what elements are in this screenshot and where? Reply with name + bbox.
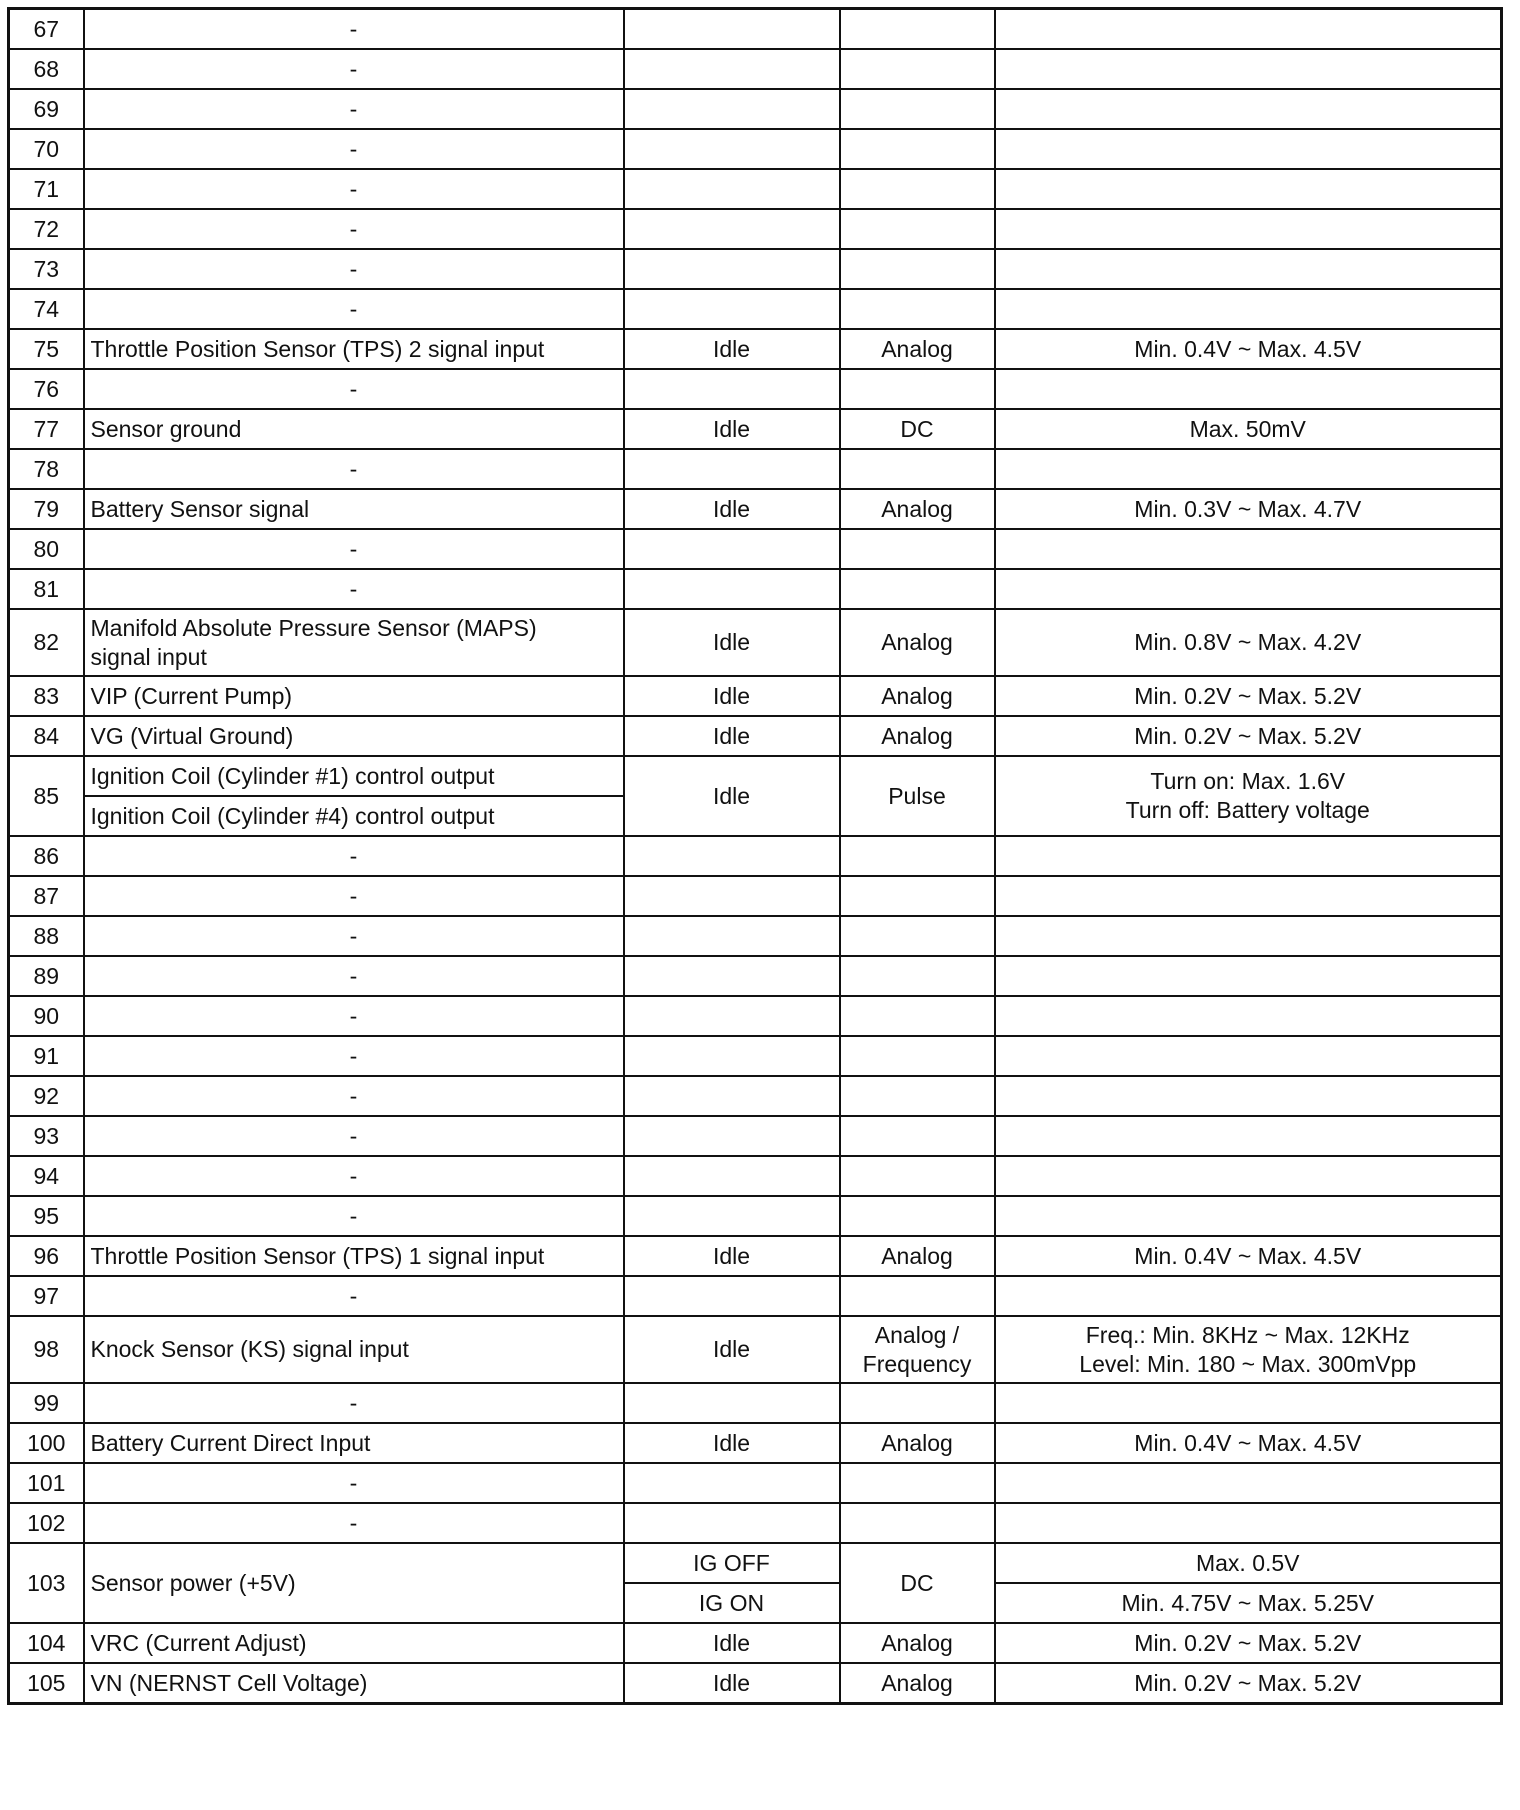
- table-row: [9, 609, 1502, 676]
- pin-signal-type: [840, 169, 995, 209]
- pin-signal-type: Analog: [840, 676, 995, 716]
- pin-description-line: Manifold Absolute Pressure Sensor (MAPS): [90, 614, 537, 641]
- pin-signal-type: [840, 1276, 995, 1316]
- pin-spec: Max. 50mV: [995, 409, 1502, 449]
- pin-condition: IG ON: [624, 1583, 840, 1623]
- pin-spec: [995, 1196, 1502, 1236]
- pin-condition: [624, 1503, 840, 1543]
- pin-spec: [995, 1116, 1502, 1156]
- pin-number: 81: [9, 569, 84, 609]
- pin-description: Throttle Position Sensor (TPS) 2 signal input: [84, 329, 624, 369]
- table-row: [9, 1463, 1502, 1503]
- table-row: [9, 1623, 1502, 1663]
- pin-spec: [995, 756, 1502, 836]
- pin-signal-type: Analog: [840, 1623, 995, 1663]
- pin-condition: [624, 1156, 840, 1196]
- pin-spec: [995, 1276, 1502, 1316]
- pin-signal-type-line: Analog /: [874, 1321, 960, 1348]
- pin-description: -: [84, 129, 624, 169]
- pin-description: -: [84, 1196, 624, 1236]
- pin-condition: [624, 1116, 840, 1156]
- table-row: [9, 1383, 1502, 1423]
- pin-condition: Idle: [624, 409, 840, 449]
- pin-condition: [624, 89, 840, 129]
- pin-description: -: [84, 1383, 624, 1423]
- pin-description: -: [84, 529, 624, 569]
- pin-condition: [624, 569, 840, 609]
- pin-spec-line: Freq.: Min. 8KHz ~ Max. 12KHz: [1085, 1321, 1410, 1348]
- pin-number: 98: [9, 1316, 84, 1383]
- pin-description: [84, 609, 624, 676]
- pin-spec: [995, 169, 1502, 209]
- pin-number: 67: [9, 9, 84, 50]
- pin-signal-type: [840, 1076, 995, 1116]
- pin-description: -: [84, 1156, 624, 1196]
- pin-spec: [995, 1156, 1502, 1196]
- pin-table-body: [9, 9, 1502, 1704]
- table-row: [9, 529, 1502, 569]
- pin-description: -: [84, 1276, 624, 1316]
- pin-signal-type: [840, 9, 995, 50]
- pin-signal-type: [840, 209, 995, 249]
- pin-signal-type: Analog: [840, 1663, 995, 1704]
- pin-signal-type: [840, 1156, 995, 1196]
- pin-condition: [624, 529, 840, 569]
- table-row: [9, 1116, 1502, 1156]
- pin-spec: [995, 369, 1502, 409]
- pin-signal-type: [840, 249, 995, 289]
- pin-signal-type: [840, 1383, 995, 1423]
- pin-spec: Max. 0.5V: [995, 1543, 1502, 1583]
- pin-signal-type: [840, 1503, 995, 1543]
- pin-signal-type: [840, 916, 995, 956]
- table-row: [9, 716, 1502, 756]
- pin-number: 75: [9, 329, 84, 369]
- table-row: [9, 129, 1502, 169]
- pin-spec: [995, 89, 1502, 129]
- pin-description: -: [84, 289, 624, 329]
- pin-signal-type: Analog: [840, 329, 995, 369]
- pin-spec: [995, 289, 1502, 329]
- pin-description: Sensor ground: [84, 409, 624, 449]
- pin-condition: [624, 1076, 840, 1116]
- pin-condition: IG OFF: [624, 1543, 840, 1583]
- pin-signal-type: Pulse: [840, 756, 995, 836]
- pin-description: Ignition Coil (Cylinder #1) control output: [84, 756, 624, 796]
- pin-spec: [995, 1463, 1502, 1503]
- pin-condition: Idle: [624, 609, 840, 676]
- table-row: [9, 289, 1502, 329]
- pin-spec: Min. 0.2V ~ Max. 5.2V: [995, 1623, 1502, 1663]
- pin-description-line: signal input: [90, 643, 207, 670]
- table-row: [9, 876, 1502, 916]
- pin-spec: Min. 0.4V ~ Max. 4.5V: [995, 1236, 1502, 1276]
- table-row: [9, 956, 1502, 996]
- pin-condition: [624, 9, 840, 50]
- pin-number: 100: [9, 1423, 84, 1463]
- pin-spec: [995, 1503, 1502, 1543]
- table-row: [9, 409, 1502, 449]
- pin-description: Battery Sensor signal: [84, 489, 624, 529]
- pin-spec: [995, 1076, 1502, 1116]
- table-row: [9, 49, 1502, 89]
- pin-number: 85: [9, 756, 84, 836]
- table-row: [9, 89, 1502, 129]
- pin-spec: [995, 449, 1502, 489]
- table-row: [9, 1276, 1502, 1316]
- pin-signal-type: [840, 89, 995, 129]
- pin-condition: [624, 249, 840, 289]
- pin-condition: [624, 369, 840, 409]
- pin-signal-type: [840, 996, 995, 1036]
- pin-signal-type: [840, 449, 995, 489]
- pin-number: 69: [9, 89, 84, 129]
- pin-spec: [995, 9, 1502, 50]
- pin-condition: Idle: [624, 1663, 840, 1704]
- table-row: [9, 9, 1502, 50]
- table-row: [9, 1543, 1502, 1583]
- pin-spec: Min. 4.75V ~ Max. 5.25V: [995, 1583, 1502, 1623]
- pin-table: [7, 7, 1503, 1705]
- pin-description: Knock Sensor (KS) signal input: [84, 1316, 624, 1383]
- pin-condition: [624, 956, 840, 996]
- pin-description: Sensor power (+5V): [84, 1543, 624, 1623]
- table-row: [9, 329, 1502, 369]
- pin-condition: [624, 1463, 840, 1503]
- pin-signal-type: [840, 1463, 995, 1503]
- pin-spec: [995, 1316, 1502, 1383]
- pin-spec: [995, 956, 1502, 996]
- table-row: [9, 369, 1502, 409]
- pin-description: Battery Current Direct Input: [84, 1423, 624, 1463]
- table-row: [9, 676, 1502, 716]
- pin-signal-type: [840, 529, 995, 569]
- pin-condition: [624, 209, 840, 249]
- pin-description: -: [84, 169, 624, 209]
- pin-signal-type: [840, 1316, 995, 1383]
- table-row: [9, 169, 1502, 209]
- pin-description: -: [84, 836, 624, 876]
- pin-spec: Min. 0.4V ~ Max. 4.5V: [995, 1423, 1502, 1463]
- pin-spec-line: Level: Min. 180 ~ Max. 300mVpp: [1079, 1350, 1417, 1377]
- table-row: [9, 209, 1502, 249]
- pin-description: -: [84, 1076, 624, 1116]
- table-row: [9, 1236, 1502, 1276]
- pin-description: -: [84, 449, 624, 489]
- pin-description: -: [84, 876, 624, 916]
- pin-spec: Min. 0.2V ~ Max. 5.2V: [995, 1663, 1502, 1704]
- pin-description: Throttle Position Sensor (TPS) 1 signal input: [84, 1236, 624, 1276]
- pin-spec-line: Turn on: Max. 1.6V: [1150, 768, 1346, 794]
- pin-number: 83: [9, 676, 84, 716]
- pin-number: 74: [9, 289, 84, 329]
- pin-signal-type: [840, 369, 995, 409]
- pin-condition: Idle: [624, 1423, 840, 1463]
- pin-number: 79: [9, 489, 84, 529]
- pin-spec: [995, 996, 1502, 1036]
- pin-signal-type: Analog: [840, 1423, 995, 1463]
- pin-condition: [624, 1196, 840, 1236]
- pin-number: 90: [9, 996, 84, 1036]
- table-row: [9, 836, 1502, 876]
- pin-condition: [624, 1383, 840, 1423]
- pin-number: 93: [9, 1116, 84, 1156]
- pin-description: -: [84, 1503, 624, 1543]
- pin-number: 70: [9, 129, 84, 169]
- pin-number: 91: [9, 1036, 84, 1076]
- pin-condition: Idle: [624, 756, 840, 836]
- pin-signal-type: [840, 49, 995, 89]
- pin-condition: [624, 1036, 840, 1076]
- pin-number: 73: [9, 249, 84, 289]
- pin-spec: Min. 0.8V ~ Max. 4.2V: [995, 609, 1502, 676]
- pin-condition: Idle: [624, 1316, 840, 1383]
- table-row: [9, 1076, 1502, 1116]
- pin-spec: [995, 49, 1502, 89]
- table-row: [9, 489, 1502, 529]
- table-row: [9, 1196, 1502, 1236]
- pin-description: -: [84, 1116, 624, 1156]
- pin-signal-type: [840, 289, 995, 329]
- pin-spec: [995, 916, 1502, 956]
- pin-number: 88: [9, 916, 84, 956]
- pin-description: -: [84, 996, 624, 1036]
- pin-spec: [995, 569, 1502, 609]
- pin-spec: Min. 0.4V ~ Max. 4.5V: [995, 329, 1502, 369]
- pin-signal-type: [840, 1196, 995, 1236]
- pin-condition: [624, 169, 840, 209]
- table-row: [9, 1156, 1502, 1196]
- pin-description: Ignition Coil (Cylinder #4) control output: [84, 796, 624, 836]
- pin-spec: [995, 876, 1502, 916]
- pin-number: 96: [9, 1236, 84, 1276]
- pin-signal-type: [840, 1116, 995, 1156]
- pin-description: -: [84, 49, 624, 89]
- pin-number: 68: [9, 49, 84, 89]
- pin-condition: Idle: [624, 676, 840, 716]
- pin-number: 76: [9, 369, 84, 409]
- table-row: [9, 449, 1502, 489]
- pin-spec: Min. 0.2V ~ Max. 5.2V: [995, 676, 1502, 716]
- table-row: [9, 249, 1502, 289]
- pin-number: 87: [9, 876, 84, 916]
- table-row: [9, 916, 1502, 956]
- pin-signal-type: Analog: [840, 489, 995, 529]
- pin-number: 92: [9, 1076, 84, 1116]
- pin-condition: [624, 836, 840, 876]
- pin-description: VRC (Current Adjust): [84, 1623, 624, 1663]
- pin-number: 97: [9, 1276, 84, 1316]
- pin-description: -: [84, 9, 624, 50]
- pin-spec: [995, 836, 1502, 876]
- pin-number: 101: [9, 1463, 84, 1503]
- pin-spec: [995, 249, 1502, 289]
- pin-signal-type: Analog: [840, 1236, 995, 1276]
- pin-number: 78: [9, 449, 84, 489]
- pin-signal-type: Analog: [840, 609, 995, 676]
- pin-condition: [624, 289, 840, 329]
- pin-number: 94: [9, 1156, 84, 1196]
- pin-description: -: [84, 89, 624, 129]
- pin-signal-type: DC: [840, 409, 995, 449]
- pin-condition: Idle: [624, 489, 840, 529]
- pin-description: -: [84, 569, 624, 609]
- pin-condition: [624, 1276, 840, 1316]
- pin-condition: Idle: [624, 716, 840, 756]
- pin-signal-type: [840, 956, 995, 996]
- pin-description: -: [84, 1036, 624, 1076]
- pin-number: 86: [9, 836, 84, 876]
- pin-number: 77: [9, 409, 84, 449]
- pin-condition: [624, 916, 840, 956]
- pin-number: 82: [9, 609, 84, 676]
- pin-signal-type-line: Frequency: [862, 1350, 972, 1377]
- pin-spec: [995, 1036, 1502, 1076]
- table-row: [9, 1316, 1502, 1383]
- pin-spec: [995, 529, 1502, 569]
- pin-spec: [995, 129, 1502, 169]
- pin-number: 71: [9, 169, 84, 209]
- pin-number: 95: [9, 1196, 84, 1236]
- pin-description: -: [84, 369, 624, 409]
- table-row: [9, 1036, 1502, 1076]
- pin-signal-type: [840, 1036, 995, 1076]
- pin-number: 72: [9, 209, 84, 249]
- pin-description: -: [84, 956, 624, 996]
- pin-condition: [624, 876, 840, 916]
- pin-condition: Idle: [624, 329, 840, 369]
- pin-signal-type: DC: [840, 1543, 995, 1623]
- pin-condition: [624, 49, 840, 89]
- pin-number: 99: [9, 1383, 84, 1423]
- pin-number: 103: [9, 1543, 84, 1623]
- pin-spec: [995, 1383, 1502, 1423]
- pin-signal-type: [840, 129, 995, 169]
- pin-signal-type: Analog: [840, 716, 995, 756]
- pin-number: 104: [9, 1623, 84, 1663]
- pin-description: -: [84, 249, 624, 289]
- table-row: [9, 1423, 1502, 1463]
- pin-condition: [624, 449, 840, 489]
- pin-condition: [624, 129, 840, 169]
- pin-number: 102: [9, 1503, 84, 1543]
- pin-number: 89: [9, 956, 84, 996]
- pin-condition: Idle: [624, 1623, 840, 1663]
- pin-spec: Min. 0.3V ~ Max. 4.7V: [995, 489, 1502, 529]
- pin-signal-type: [840, 836, 995, 876]
- pin-description: -: [84, 916, 624, 956]
- pin-spec-line: Turn off: Battery voltage: [1125, 797, 1370, 823]
- pin-condition: Idle: [624, 1236, 840, 1276]
- pin-number: 84: [9, 716, 84, 756]
- table-row: [9, 756, 1502, 796]
- pin-signal-type: [840, 876, 995, 916]
- table-row: [9, 1503, 1502, 1543]
- pin-spec: Min. 0.2V ~ Max. 5.2V: [995, 716, 1502, 756]
- table-row: [9, 569, 1502, 609]
- table-row: [9, 996, 1502, 1036]
- table-row: [9, 1663, 1502, 1704]
- pin-description: VG (Virtual Ground): [84, 716, 624, 756]
- pin-description: -: [84, 1463, 624, 1503]
- pin-description: -: [84, 209, 624, 249]
- pin-spec: [995, 209, 1502, 249]
- pin-number: 105: [9, 1663, 84, 1704]
- pin-signal-type: [840, 569, 995, 609]
- pin-number: 80: [9, 529, 84, 569]
- pin-condition: [624, 996, 840, 1036]
- pin-description: VIP (Current Pump): [84, 676, 624, 716]
- pin-description: VN (NERNST Cell Voltage): [84, 1663, 624, 1704]
